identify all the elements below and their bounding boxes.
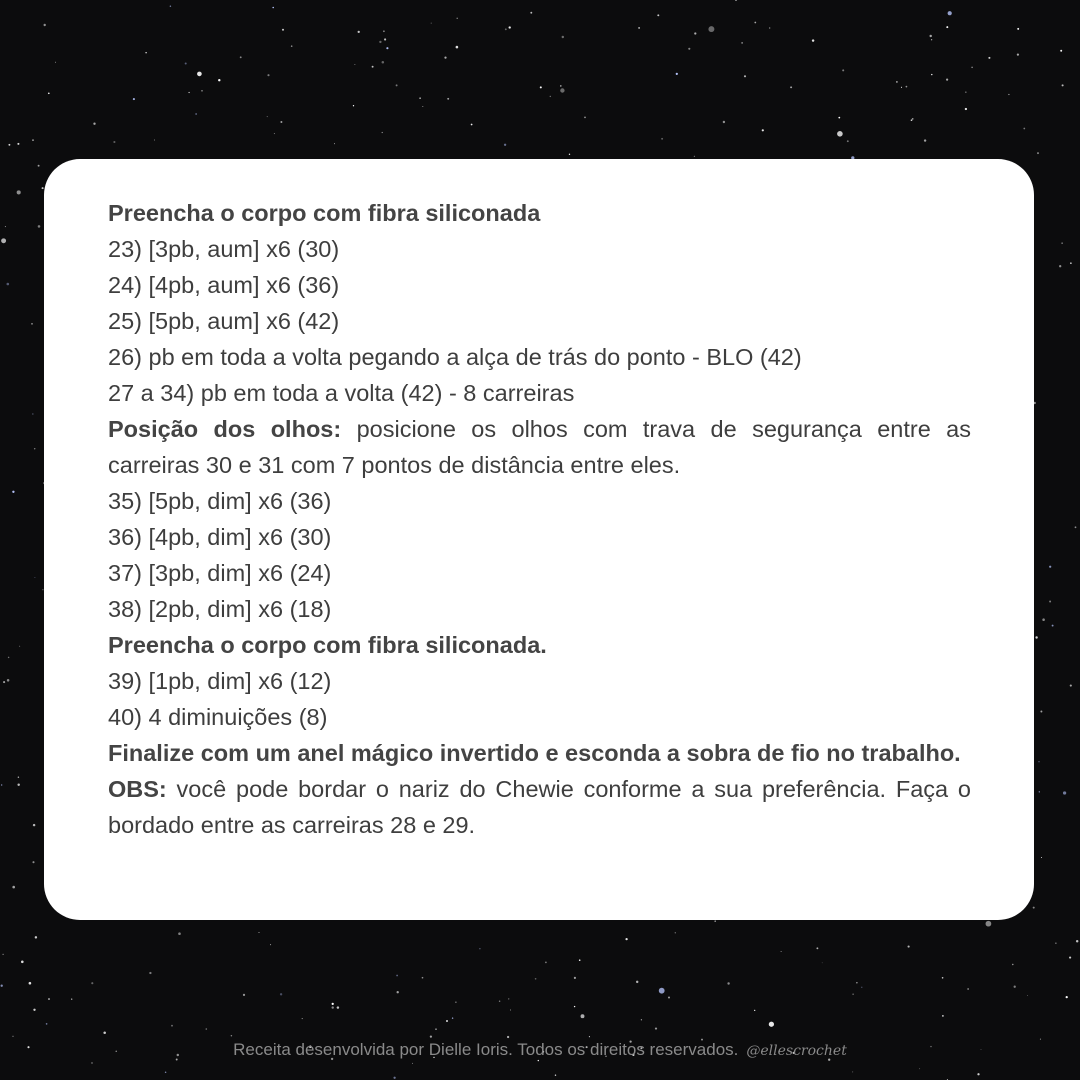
star [625,938,627,940]
star [93,123,95,125]
star [280,993,282,995]
star [569,154,570,155]
star [446,1020,448,1022]
step-24: 24) [4pb, aum] x6 (36) [108,272,340,298]
star [510,1009,511,1010]
star [1042,618,1045,621]
star [505,28,507,30]
star [455,1002,456,1003]
star [574,977,576,979]
star [589,1036,590,1037]
star [560,85,562,87]
star [7,679,10,682]
star [280,121,282,123]
star [38,225,41,228]
star [38,165,40,167]
star [723,121,725,123]
star [929,35,931,37]
step-23: 23) [3pb, aum] x6 (30) [108,236,340,262]
star [48,998,50,1000]
star [430,1035,432,1037]
star [479,948,480,949]
star [32,414,33,415]
star [422,977,424,979]
star [657,14,659,16]
eyes-position [108,411,971,483]
star [508,998,509,999]
star [397,991,399,993]
star [714,920,716,922]
star [34,448,35,449]
recipe-card [44,159,1034,920]
star [1049,601,1051,603]
star [91,1062,92,1063]
star [17,143,19,145]
star [431,23,432,24]
star [946,26,948,28]
star [354,64,355,65]
star [1038,761,1039,762]
star [19,646,20,647]
step-35: 35) [5pb, dim] x6 (36) [108,488,332,514]
star [396,975,398,977]
star [636,981,638,983]
star [1059,265,1061,267]
star [353,105,354,106]
star [383,30,385,32]
star [931,39,932,40]
star [1,985,3,987]
star [504,144,506,146]
star [901,87,902,88]
star [822,962,823,963]
star [812,39,814,41]
star [240,56,242,58]
star [382,132,383,133]
star [852,994,853,995]
star [1069,957,1071,959]
star [967,988,968,989]
star [113,141,115,143]
finalize-instruction: Finalize com um anel mágico invertido e esconda a sobra de fio no trabalho. [108,740,961,766]
star [337,1006,339,1008]
star [21,961,24,964]
author-signature: @ellescrochet [746,1043,847,1059]
star [540,86,542,88]
star [17,783,19,785]
star [1039,791,1040,792]
star [986,921,992,927]
star [924,139,926,141]
star [218,79,220,81]
star [386,47,388,49]
star [243,994,245,996]
star [948,11,952,15]
star [393,1077,395,1079]
star [372,66,374,68]
star [574,1006,575,1007]
star [661,138,663,140]
star [545,962,547,964]
star [988,57,990,59]
star [201,90,203,92]
star [1014,986,1016,988]
star [1,784,2,785]
star [270,944,271,945]
step-26: 26) pb em toda a volta pegando a alça de trás do ponto - BLO (42) [108,344,802,370]
star [668,997,670,999]
star [581,1014,585,1018]
step-36: 36) [4pb, dim] x6 (30) [108,524,332,550]
step-37: 37) [3pb, dim] x6 (24) [108,560,332,586]
star [1012,964,1013,965]
star [769,27,770,28]
star [435,1028,437,1030]
star [419,97,421,99]
star [422,106,423,107]
star [965,92,966,93]
star [769,1022,774,1027]
star [942,1015,944,1017]
star [332,1006,334,1008]
star [231,1035,232,1036]
star [1061,242,1062,243]
eyes-position-label: Posição dos olhos: [108,416,342,442]
star [1033,907,1035,909]
star [103,1032,106,1035]
star [8,144,10,146]
star [8,657,10,659]
star [197,72,202,77]
star [1076,940,1078,942]
star [1055,943,1056,944]
star [530,12,532,14]
star [31,323,32,324]
star [641,1019,642,1020]
star [145,52,146,53]
star [456,18,457,19]
star [178,932,181,935]
star [17,190,21,194]
star [507,1036,509,1038]
star [34,577,35,578]
star [267,116,268,117]
star [7,283,10,286]
star [471,124,473,126]
star [188,92,189,93]
star [42,187,44,189]
star [655,1028,657,1030]
star [852,1071,853,1072]
star [2,954,3,955]
star [133,98,135,100]
star [675,932,676,933]
star [32,139,34,141]
step-fill-body-heading: Preencha o corpo com fibra siliconada [108,200,541,226]
star [170,6,171,7]
star [5,226,6,227]
star [334,143,335,144]
star [754,1010,755,1011]
star [18,776,19,777]
star [908,946,910,948]
star [971,67,972,68]
star [1017,28,1019,30]
star [579,959,581,961]
star [456,46,459,49]
star [274,133,275,134]
star [1052,625,1054,627]
obs-note [108,771,971,843]
star [727,982,729,984]
star [842,69,844,71]
star [754,22,756,24]
star [358,31,360,33]
star [562,36,564,38]
star [29,982,32,985]
star [861,987,862,988]
star [272,7,274,9]
star [694,32,696,34]
star [412,1063,413,1064]
star [12,886,15,889]
star [33,1009,35,1011]
star [55,62,56,63]
star [291,45,293,47]
star [332,1003,334,1005]
star [906,86,908,88]
star [12,1036,13,1037]
star [185,62,187,64]
star [33,824,35,826]
star [1027,995,1028,996]
star [1060,50,1062,52]
star [816,947,818,949]
star [762,129,764,131]
star [32,861,34,863]
star [384,38,386,40]
star [154,139,155,140]
star [638,27,640,29]
star [659,988,665,994]
star [856,982,857,983]
star [555,1074,556,1075]
star [1063,791,1066,794]
star [3,681,5,683]
star [838,117,840,119]
footer-credit [0,1040,1080,1060]
star [444,57,446,59]
star [1075,526,1077,528]
star [1040,711,1042,713]
star [790,86,792,88]
star [676,73,678,75]
eyes-position-text: posicione os olhos com trava de segurança entre as carreiras 30 e 31 com 7 pontos de distância entre eles. [108,416,971,478]
star [447,98,449,100]
star [396,84,398,86]
star [919,1068,920,1069]
star [509,26,511,28]
star [48,92,50,94]
obs-label: OBS: [108,776,167,802]
star [1035,636,1037,638]
star [911,119,913,121]
star [71,998,72,999]
star [741,42,743,44]
step-40: 40) 4 diminuições (8) [108,704,328,730]
obs-text: você pode bordar o nariz do Chewie conforme a sua preferência. Faça o bordado entre as carreiras 28 e 29. [108,776,971,838]
star [379,41,381,43]
star [282,29,284,31]
star [267,74,269,76]
star [1070,685,1072,687]
star [538,1060,539,1061]
star [942,977,944,979]
star [46,1023,48,1025]
star [195,113,196,114]
star [896,81,898,83]
step-38: 38) [2pb, dim] x6 (18) [108,596,332,622]
step-25: 25) [5pb, aum] x6 (42) [108,308,340,334]
star [744,75,746,77]
star [781,951,782,952]
star [35,936,37,938]
star [171,1025,173,1027]
star [708,26,714,32]
star [91,982,93,984]
star [12,491,14,493]
footer-credit-text: Receita desenvolvida por Dielle Ioris. Todos os direitos reservados. [233,1040,739,1059]
star [977,1073,979,1075]
star [149,972,151,974]
step-fill-body-final: Preencha o corpo com fibra siliconada. [108,632,547,658]
step-39: 39) [1pb, dim] x6 (12) [108,668,332,694]
star [912,118,914,120]
star [1017,54,1019,56]
star [550,96,551,97]
star [946,79,948,81]
star [44,24,46,26]
star [560,88,564,92]
star [452,1017,453,1018]
star [837,131,843,137]
step-27-34: 27 a 34) pb em toda a volta (42) - 8 carreiras [108,380,575,406]
star [847,140,849,142]
star [1041,857,1042,858]
star [165,1072,167,1074]
star [688,48,690,50]
star [1037,152,1039,154]
star [1070,262,1072,264]
star [1049,566,1051,568]
star [965,108,967,110]
star [1066,996,1068,998]
star [1008,94,1009,95]
star [499,1000,500,1001]
star [535,978,537,980]
star [584,117,586,119]
star [1023,128,1025,130]
star [1,238,6,243]
star [382,61,385,64]
star [302,1018,303,1019]
star [259,932,260,933]
star [1062,84,1064,86]
star [206,1028,208,1030]
star [931,74,932,75]
star [694,156,695,157]
